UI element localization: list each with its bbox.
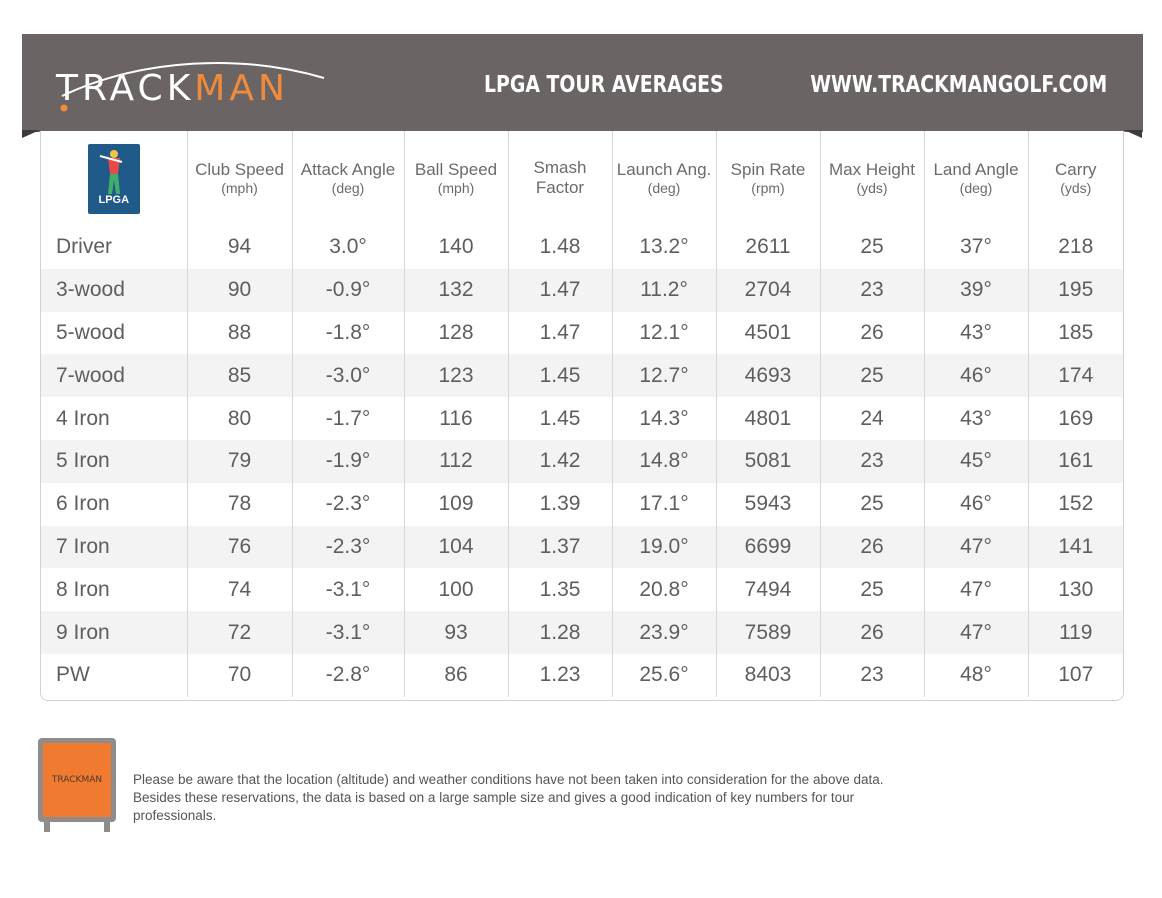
club-name-cell: 7-wood — [41, 354, 187, 397]
value-cell: 5081 — [716, 440, 820, 483]
value-cell: 23 — [820, 269, 924, 312]
value-cell: 47° — [924, 526, 1028, 569]
value-cell: 1.45 — [508, 397, 612, 440]
col-header-attack-angle — [292, 131, 404, 226]
value-cell: 8403 — [716, 654, 820, 697]
value-cell: 47° — [924, 611, 1028, 654]
value-cell: 140 — [404, 226, 508, 269]
value-cell: -1.7° — [292, 397, 404, 440]
logo-mid: K — [166, 68, 195, 109]
club-name-cell: 4 Iron — [56, 406, 110, 430]
value-cell: -3.1° — [292, 568, 404, 611]
value-cell: 19.0° — [612, 526, 716, 569]
value-cell: 13.2° — [612, 226, 716, 269]
header-banner — [22, 34, 1143, 132]
lpga-badge-text: LPGA — [98, 193, 130, 206]
trackman-device-icon — [36, 736, 120, 834]
value-cell: 109 — [404, 483, 508, 526]
value-cell: 1.42 — [508, 440, 612, 483]
club-name-cell: PW — [56, 663, 90, 687]
table-body — [41, 226, 1123, 697]
value-cell: 45° — [924, 440, 1028, 483]
value-cell: 43° — [924, 312, 1028, 355]
device-graphic — [36, 736, 120, 834]
value-cell: 72 — [187, 611, 292, 654]
value-cell: 12.7° — [612, 354, 716, 397]
value-cell: 23 — [820, 654, 924, 697]
website-url: WWW.TRACKMANGOLF.COM — [809, 72, 1107, 98]
value-cell: 26 — [820, 312, 924, 355]
value-cell: -2.3° — [292, 483, 404, 526]
value-cell: 23 — [820, 440, 924, 483]
value-cell: 141 — [1028, 526, 1123, 569]
value-cell: 39° — [924, 269, 1028, 312]
value-cell: -1.8° — [292, 312, 404, 355]
value-cell: 25 — [820, 483, 924, 526]
device-label: TRACKMAN — [51, 775, 103, 785]
value-cell: 5943 — [716, 483, 820, 526]
col-unit: (rpm) — [751, 180, 785, 196]
value-cell: 1.45 — [508, 354, 612, 397]
value-cell: 7589 — [716, 611, 820, 654]
value-cell: 116 — [404, 397, 508, 440]
value-cell: 14.3° — [612, 397, 716, 440]
value-cell: 2611 — [716, 226, 820, 269]
value-cell: -0.9° — [292, 269, 404, 312]
table-row — [41, 654, 1123, 697]
col-label: Carry — [1054, 160, 1097, 179]
col-unit: (mph) — [437, 180, 475, 196]
value-cell: 88 — [187, 312, 292, 355]
col-label: Club Speed — [195, 160, 284, 179]
club-name-cell: 7 Iron — [41, 526, 187, 569]
col-unit: (yds) — [1060, 180, 1092, 196]
value-cell: 128 — [404, 312, 508, 355]
value-cell: -2.3° — [292, 526, 404, 569]
club-name-cell: 5 Iron — [41, 440, 187, 483]
value-cell: 14.8° — [612, 440, 716, 483]
value-cell: 25 — [820, 568, 924, 611]
value-cell: 1.47 — [508, 269, 612, 312]
value-cell: 78 — [187, 483, 292, 526]
value-cell: 4501 — [716, 312, 820, 355]
value-cell: 43° — [924, 397, 1028, 440]
value-cell: 93 — [404, 611, 508, 654]
value-cell: -2.8° — [292, 654, 404, 697]
value-cell: 74 — [187, 568, 292, 611]
value-cell: 25 — [820, 354, 924, 397]
value-cell: -3.1° — [292, 611, 404, 654]
value-cell: 1.47 — [508, 312, 612, 355]
value-cell: 195 — [1028, 269, 1123, 312]
value-cell: 2704 — [716, 269, 820, 312]
col-unit: Factor — [535, 178, 585, 197]
col-header-smash-factor — [508, 131, 612, 226]
value-cell: 94 — [187, 226, 292, 269]
table-row — [41, 568, 1123, 611]
value-cell: 1.39 — [508, 483, 612, 526]
col-label: Spin Rate — [730, 160, 806, 179]
value-cell: 4693 — [716, 354, 820, 397]
value-cell: 20.8° — [612, 568, 716, 611]
value-cell: 1.48 — [508, 226, 612, 269]
table-row — [41, 269, 1123, 312]
value-cell: 70 — [187, 654, 292, 697]
col-label: Land Angle — [933, 160, 1019, 179]
value-cell: 47° — [924, 568, 1028, 611]
col-unit: (deg) — [647, 180, 681, 196]
value-cell: 25.6° — [612, 654, 716, 697]
value-cell: 26 — [820, 611, 924, 654]
table-row — [41, 526, 1123, 569]
value-cell: 1.35 — [508, 568, 612, 611]
value-cell: 90 — [187, 269, 292, 312]
value-cell: 123 — [404, 354, 508, 397]
value-cell: 76 — [187, 526, 292, 569]
value-cell: 25 — [820, 226, 924, 269]
value-cell: -3.0° — [292, 354, 404, 397]
value-cell: 130 — [1028, 568, 1123, 611]
value-cell: 12.1° — [612, 312, 716, 355]
col-label: Smash — [533, 158, 587, 177]
banner-fold-left — [22, 130, 40, 138]
table-row — [41, 354, 1123, 397]
col-unit: (yds) — [856, 180, 888, 196]
col-label: Attack Angle — [300, 160, 396, 179]
club-name-cell: 8 Iron — [56, 577, 110, 601]
club-name-cell: 6 Iron — [56, 492, 110, 516]
logo-prefix: TRAC — [56, 68, 167, 109]
club-name-cell: 9 Iron — [41, 611, 187, 654]
table-row — [41, 440, 1123, 483]
col-label: Max Height — [829, 160, 915, 179]
value-cell: 100 — [404, 568, 508, 611]
value-cell: 1.37 — [508, 526, 612, 569]
col-label: Ball Speed — [414, 160, 498, 179]
averages-table-panel — [40, 131, 1124, 701]
value-cell: 7494 — [716, 568, 820, 611]
lpga-logo-icon — [88, 144, 140, 214]
col-unit: (deg) — [331, 180, 365, 196]
club-name-cell: 5-wood — [56, 320, 125, 344]
value-cell: 169 — [1028, 397, 1123, 440]
table-row — [41, 483, 1123, 526]
value-cell: -1.9° — [292, 440, 404, 483]
col-unit: (deg) — [959, 180, 993, 196]
averages-table — [41, 131, 1123, 697]
value-cell: 48° — [924, 654, 1028, 697]
col-unit: (mph) — [221, 180, 258, 196]
col-header-carry — [1028, 131, 1123, 226]
value-cell: 4801 — [716, 397, 820, 440]
value-cell: 46° — [924, 354, 1028, 397]
table-row — [41, 312, 1123, 355]
page-title: LPGA TOUR AVERAGES — [484, 72, 724, 98]
col-header-max-height — [820, 131, 924, 226]
value-cell: 3.0° — [292, 226, 404, 269]
value-cell: 11.2° — [612, 269, 716, 312]
col-header-launch-angle — [612, 131, 716, 226]
value-cell: 85 — [187, 354, 292, 397]
col-header-ball-speed — [404, 131, 508, 226]
value-cell: 26 — [820, 526, 924, 569]
lpga-logo-cell — [41, 131, 187, 226]
value-cell: 107 — [1028, 654, 1123, 697]
value-cell: 24 — [820, 397, 924, 440]
value-cell: 79 — [187, 440, 292, 483]
value-cell: 80 — [187, 397, 292, 440]
logo-suffix: MAN — [194, 68, 289, 109]
value-cell: 174 — [1028, 354, 1123, 397]
value-cell: 6699 — [716, 526, 820, 569]
logo-wordmark — [56, 68, 289, 109]
value-cell: 104 — [404, 526, 508, 569]
trackman-logo — [52, 48, 332, 118]
value-cell: 37° — [924, 226, 1028, 269]
value-cell: 23.9° — [612, 611, 716, 654]
table-row — [41, 397, 1123, 440]
value-cell: 112 — [404, 440, 508, 483]
value-cell: 17.1° — [612, 483, 716, 526]
club-name-cell: 3-wood — [41, 269, 187, 312]
table-row — [41, 611, 1123, 654]
value-cell: 119 — [1028, 611, 1123, 654]
col-header-club-speed — [187, 131, 292, 226]
value-cell: 152 — [1028, 483, 1123, 526]
value-cell: 1.23 — [508, 654, 612, 697]
table-header-row — [41, 131, 1123, 226]
value-cell: 132 — [404, 269, 508, 312]
col-header-spin-rate — [716, 131, 820, 226]
value-cell: 161 — [1028, 440, 1123, 483]
col-header-land-angle — [924, 131, 1028, 226]
club-name-cell: Driver — [56, 235, 112, 259]
banner-fold-right — [1124, 130, 1142, 138]
value-cell: 86 — [404, 654, 508, 697]
table-row — [41, 226, 1123, 269]
col-label: Launch Ang. — [616, 160, 712, 179]
value-cell: 218 — [1028, 226, 1123, 269]
value-cell: 1.28 — [508, 611, 612, 654]
disclaimer-note: Please be aware that the location (altitude) and weather conditions have not been taken into consideration for the above data. Besides these reservations, the data is based on a large sample size and gives a good indication of key numbers for tour professionals. — [133, 772, 884, 823]
value-cell: 185 — [1028, 312, 1123, 355]
value-cell: 46° — [924, 483, 1028, 526]
